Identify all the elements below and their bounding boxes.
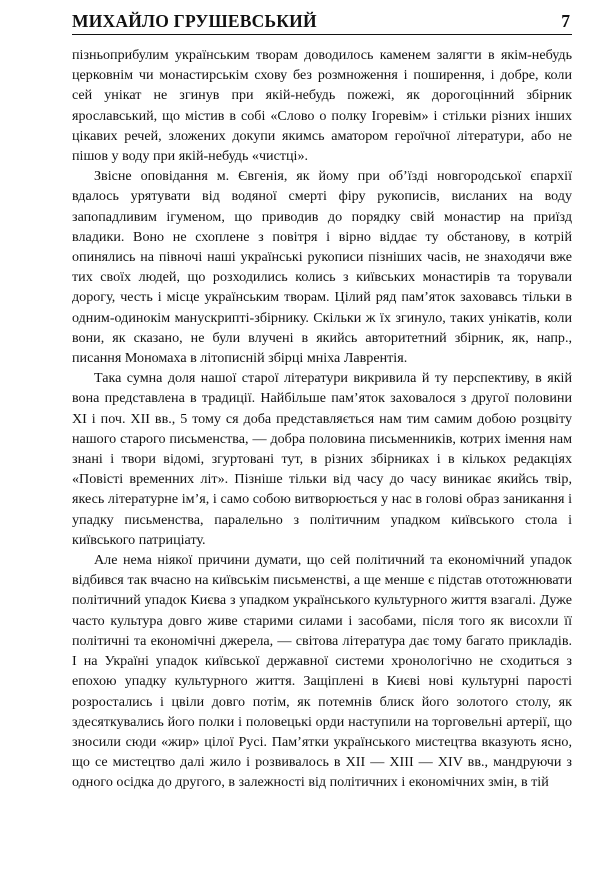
paragraph-continuation: пізньоприбулим українським творам доводилось каменем залягти в якім-небудь церковнім чи монастирськім схову без розмноження і поширення, і добре, коли сей унікат не згинув при якій-небудь пожежі, як дорогоцінний збірник ярославський, що містив в собі «Слово о полку Ігоревім» і стільки різних інших цікавих речей, зложених докупи якимсь аматором героїчної літератури, або не пішов у воду при якій-небудь «чистці». (72, 47, 572, 165)
paragraph: Звісне оповідання м. Євгенія, як йому при об’їзді новгородської єпархії вдалось урятувати від водяної смерті фіру рукописів, висланих на воду запопадливим ігуменом, що приводив до порядку свій монастир на приїзд владики. Воно не схоплене з повітря і вірно віддає ту обстанову, в котрій опинялись на півночі наші українські рукописи пізніших часів, не знаходячи вже тих своїх людей, що розходились колись з київських монастирів та торували дорогу, честь і місце українським творам. Цілий ряд пам’яток заховавсь тільки в одним-одинокім манускрипті-збірнику. Скільки ж їх згинуло, таких унікатів, коли вони, як сказано, не були влучені в якийсь авторитетний збірник, як, напр., писання Мономаха в літописній збірці мніха Лаврентія. (72, 168, 572, 367)
body-text (72, 35, 572, 793)
page-number: 7 (561, 11, 570, 31)
paragraph: Але нема ніякої причини думати, що сей політичний та економічний упадок відбився так вчасно на київськім письменстві, а ще менше є підстав ототожнювати політичний упадок Києва з упадком українського культурного життя взагалі. Дуже часто культура довго живе старими силами і засобами, після того як висохли її політичні та економічні джерела, — світова література дає тому багато прикладів. І на Україні упадок київської державної системи хронологічно не сходиться з епохою упадку культурного життя. Защіплені в Києві нові культурні парості розростались і цвіли довго потім, як потемнів блиск його золотого столу, як здесяткувались його полки і половецькі орди наступили на торговельні артерії, що зносили сюди «жир» цілої Русі. Пам’ятки українського мистецтва вказують ясно, що се мистецтво далі жило і розвивалось в XII — XIII — XIV вв., мандруючи з одного осідка до другого, в залежності від політичних і економічних змін, в тій (72, 552, 572, 791)
paragraph: Така сумна доля нашої старої літератури викривила й ту перспективу, в якій вона представлена в традиції. Найбільше пам’яток заховалося з другої половини XI і поч. XII вв., 5 тому ся доба представляється нам тим самим добою розцвіту нашого старого письменства, — добра половина письменників, котрих імення нам знані і твори відомі, згуртовані тут, в різних збірниках і в кількох редакціях «Повісті временних літ». Пізніше тільки від часу до часу виникає якийсь твір, якесь літературне ім’я, і само собою витворюється у нас в голові образ заникання і упадку письменства, паралельно з політичним упадком київського стола і київського патриціату. (72, 370, 572, 548)
running-header-author: МИХАЙЛО ГРУШЕВСЬКИЙ (72, 11, 317, 31)
running-header (72, 0, 572, 35)
